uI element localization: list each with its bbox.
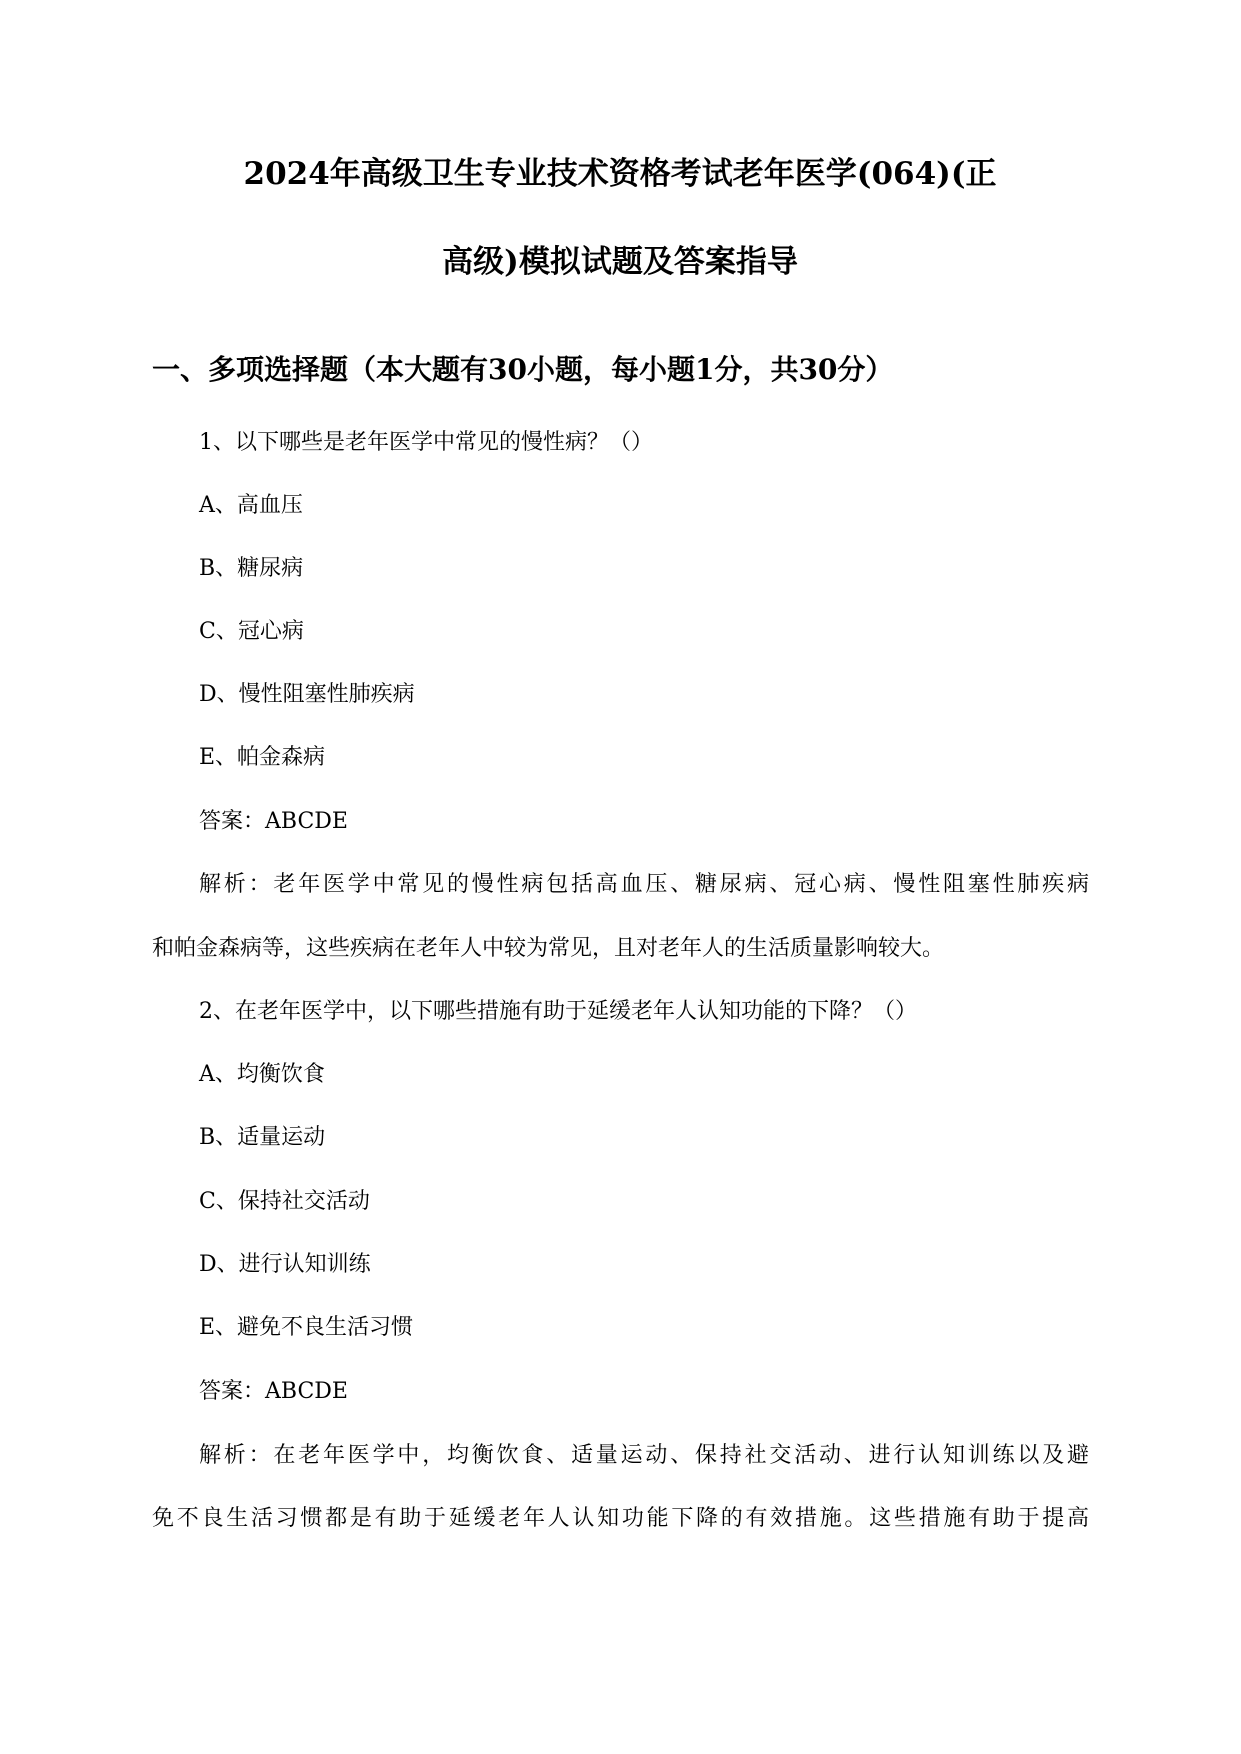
question-2-option-a: A、均衡饮食 bbox=[199, 1062, 325, 1087]
document-title-line-2: 高级)模拟试题及答案指导 bbox=[442, 244, 798, 280]
section-heading: 一、多项选择题（本大题有30小题，每小题1分，共30分） bbox=[152, 353, 894, 386]
question-1-option-a: A、高血压 bbox=[199, 493, 303, 518]
question-1-analysis-line-2: 和帕金森病等，这些疾病在老年人中较为常见，且对老年人的生活质量影响较大。 bbox=[152, 936, 945, 961]
question-2-answer: 答案：ABCDE bbox=[199, 1379, 348, 1404]
question-1-option-c: C、冠心病 bbox=[199, 619, 304, 644]
question-1-stem: 1、以下哪些是老年医学中常见的慢性病？（） bbox=[199, 430, 653, 455]
question-2-analysis-line-1: 解析：在老年医学中，均衡饮食、适量运动、保持社交活动、进行认知训练以及避 bbox=[199, 1443, 1089, 1468]
question-2-option-d: D、进行认知训练 bbox=[199, 1252, 371, 1277]
question-1-option-b: B、糖尿病 bbox=[199, 556, 304, 581]
question-2-option-e: E、避免不良生活习惯 bbox=[199, 1315, 414, 1340]
question-2-stem: 2、在老年医学中，以下哪些措施有助于延缓老年人认知功能的下降？（） bbox=[199, 999, 917, 1024]
question-1-analysis-line-1: 解析：老年医学中常见的慢性病包括高血压、糖尿病、冠心病、慢性阻塞性肺疾病 bbox=[199, 872, 1089, 897]
question-1-answer: 答案：ABCDE bbox=[199, 809, 348, 834]
question-2-option-b: B、适量运动 bbox=[199, 1125, 326, 1150]
question-2-analysis-line-2: 免不良生活习惯都是有助于延缓老年人认知功能下降的有效措施。这些措施有助于提高 bbox=[152, 1506, 1089, 1531]
document-title-line-1: 2024年高级卫生专业技术资格考试老年医学(064)(正 bbox=[243, 156, 997, 192]
question-1-option-d: D、慢性阻塞性肺疾病 bbox=[199, 682, 415, 707]
question-1-option-e: E、帕金森病 bbox=[199, 745, 326, 770]
question-2-option-c: C、保持社交活动 bbox=[199, 1189, 370, 1214]
